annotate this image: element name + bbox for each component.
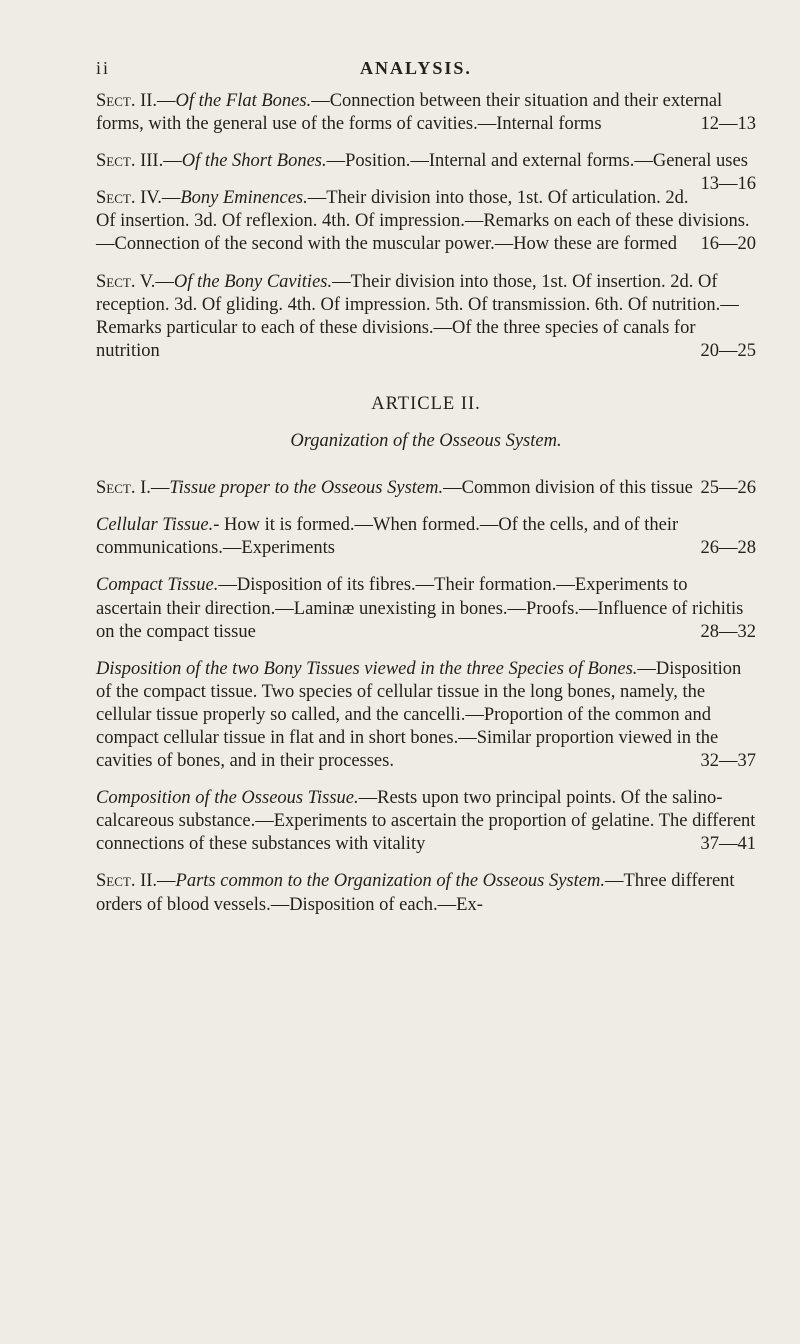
article-heading: ARTICLE II. xyxy=(371,393,481,414)
section-label: Sect. II. xyxy=(96,91,158,111)
section-label: Sect. I. xyxy=(96,478,151,499)
section-body: Their division into those, 1st. Of articulation. 2d. Of insertion. 3d. Of reflexion. 4th. Of impression.—Remarks on each of these divisions.—Connection of the second with the muscular power.—How these are formed xyxy=(96,188,750,255)
section-title: Parts common to the Organization of the Osseous System. xyxy=(175,871,605,892)
subsection-entry: Compact Tissue.—Disposition of its fibres.—Their formation.—Experiments to ascertain their direction.—Laminæ unexisting in bones.—Proofs.—Influence of richitis on the compact tissue 28—32 xyxy=(96,574,756,643)
section-title: Of the Flat Bones. xyxy=(175,91,312,111)
section-body: Three different orders of blood vessels.—Disposition of each.—Ex- xyxy=(96,871,735,915)
section-entry: Sect. II.—Of the Flat Bones.—Connection between their situation and their external forms, with the general use of the forms of cavities.—Internal forms 12—13 xyxy=(96,90,756,136)
subsection-body: Disposition of its fibres.—Their formation.—Experiments to ascertain their direction.—Laminæ unexisting in bones.—Proofs.—Influence of richitis on the compact tissue xyxy=(96,575,744,642)
section-entry: Sect. IV.—Bony Eminences.—Their division into those, 1st. Of articulation. 2d. Of insertion. 3d. Of reflexion. 4th. Of impression.—Remarks on each of these divisions.—Connection of the second with the muscular power.—How these are formed 16—20 xyxy=(96,187,756,256)
analysis-text xyxy=(96,90,756,931)
page-range: 16—20 xyxy=(700,234,756,255)
subsection-title: Cellular Tissue. xyxy=(96,515,214,536)
subsection-body: Disposition of the compact tissue. Two species of cellular tissue in the long bones, namely, the cellular tissue properly so called, and the cancelli.—Proportion of the common and compact cellular tissue in flat and in short bones.—Similar proportion viewed in the cavities of bones, and in their processes. xyxy=(96,658,742,772)
page-range: 28—32 xyxy=(700,621,756,642)
section-label: Sect. III. xyxy=(96,151,164,172)
section-title: Of the Short Bones. xyxy=(181,151,327,172)
page-range: 20—25 xyxy=(700,340,756,361)
page-range: 32—37 xyxy=(700,751,756,772)
section-title: Tissue proper to the Osseous System. xyxy=(169,478,444,499)
subsection-entry: Composition of the Osseous Tissue.—Rests upon two principal points. Of the salino-calcareous substance.—Experiments to ascertain the proportion of gelatine. The different connections of these substances with vitality 37—41 xyxy=(96,787,756,856)
subsection-title: Composition of the Osseous Tissue. xyxy=(96,788,359,809)
page-range: 25—26 xyxy=(700,478,756,499)
page-range: 26—28 xyxy=(700,538,756,559)
running-title: ANALYSIS. xyxy=(360,58,472,78)
subsection-title: Compact Tissue. xyxy=(96,575,219,596)
page-range: 37—41 xyxy=(700,834,756,855)
section-entry: Sect. III.—Of the Short Bones.—Position.—Internal and external forms.—General uses 13—16 xyxy=(96,150,756,173)
section-entry: Sect. V.—Of the Bony Cavities.—Their division into those, 1st. Of insertion. 2d. Of reception. 3d. Of gliding. 4th. Of impression. 5th. Of transmission. 6th. Of nutrition.—Remarks particular to each of these divisions.—Of the three species of canals for nutrition 20—25 xyxy=(96,271,756,363)
section-title: Bony Eminences. xyxy=(180,188,308,209)
page-range: 12—13 xyxy=(700,114,756,135)
subsection-title: Disposition of the two Bony Tissues viewed in the three Species of Bones. xyxy=(96,658,638,679)
subsection-body: How it is formed.—When formed.—Of the cells, and of their communications.—Experiments xyxy=(96,515,679,559)
section-title: Of the Bony Cavities. xyxy=(173,271,333,292)
section-body: Their division into those, 1st. Of insertion. 2d. Of reception. 3d. Of gliding. 4th. Of impression. 5th. Of transmission. 6th. Of nutrition.—Remarks particular to each of these divisions.—Of the three species of canals for nutrition xyxy=(96,271,739,361)
section-body: Common division of this tissue xyxy=(461,478,693,499)
subsection-entry: Disposition of the two Bony Tissues viewed in the three Species of Bones.—Disposition of the compact tissue. Two species of cellular tissue in the long bones, namely, the cellular tissue properly so called, and the cancelli.—Proportion of the common and compact cellular tissue in flat and in short bones.—Similar proportion viewed in the cavities of bones, and in their processes. 32—37 xyxy=(96,658,756,773)
section-label: Sect. V. xyxy=(96,271,156,292)
section-entry: Sect. II.—Parts common to the Organization of the Osseous System.—Three different orders of blood vessels.—Disposition of each.—Ex- xyxy=(96,871,735,915)
page-number: ii xyxy=(96,58,111,78)
article-subtitle: Organization of the Osseous System. xyxy=(290,431,562,452)
section-label: Sect. II. xyxy=(96,871,158,892)
page-range: 13—16 xyxy=(700,174,756,195)
subsection-body: Rests upon two principal points. Of the salino-calcareous substance.—Experiments to ascertain the proportion of gelatine. The different connections of these substances with vitality xyxy=(96,788,756,855)
section-entry: Sect. I.—Tissue proper to the Osseous System.—Common division of this tissue 25—26 xyxy=(96,477,756,500)
subsection-entry: Cellular Tissue.- How it is formed.—When formed.—Of the cells, and of their communications.—Experiments 26—28 xyxy=(96,514,756,560)
section-body: Position.—Internal and external forms.—General uses xyxy=(345,151,748,172)
section-label: Sect. IV. xyxy=(96,188,162,209)
section-body: Connection between their situation and their external forms, with the general use of the forms of cavities.—Internal forms xyxy=(96,91,723,135)
